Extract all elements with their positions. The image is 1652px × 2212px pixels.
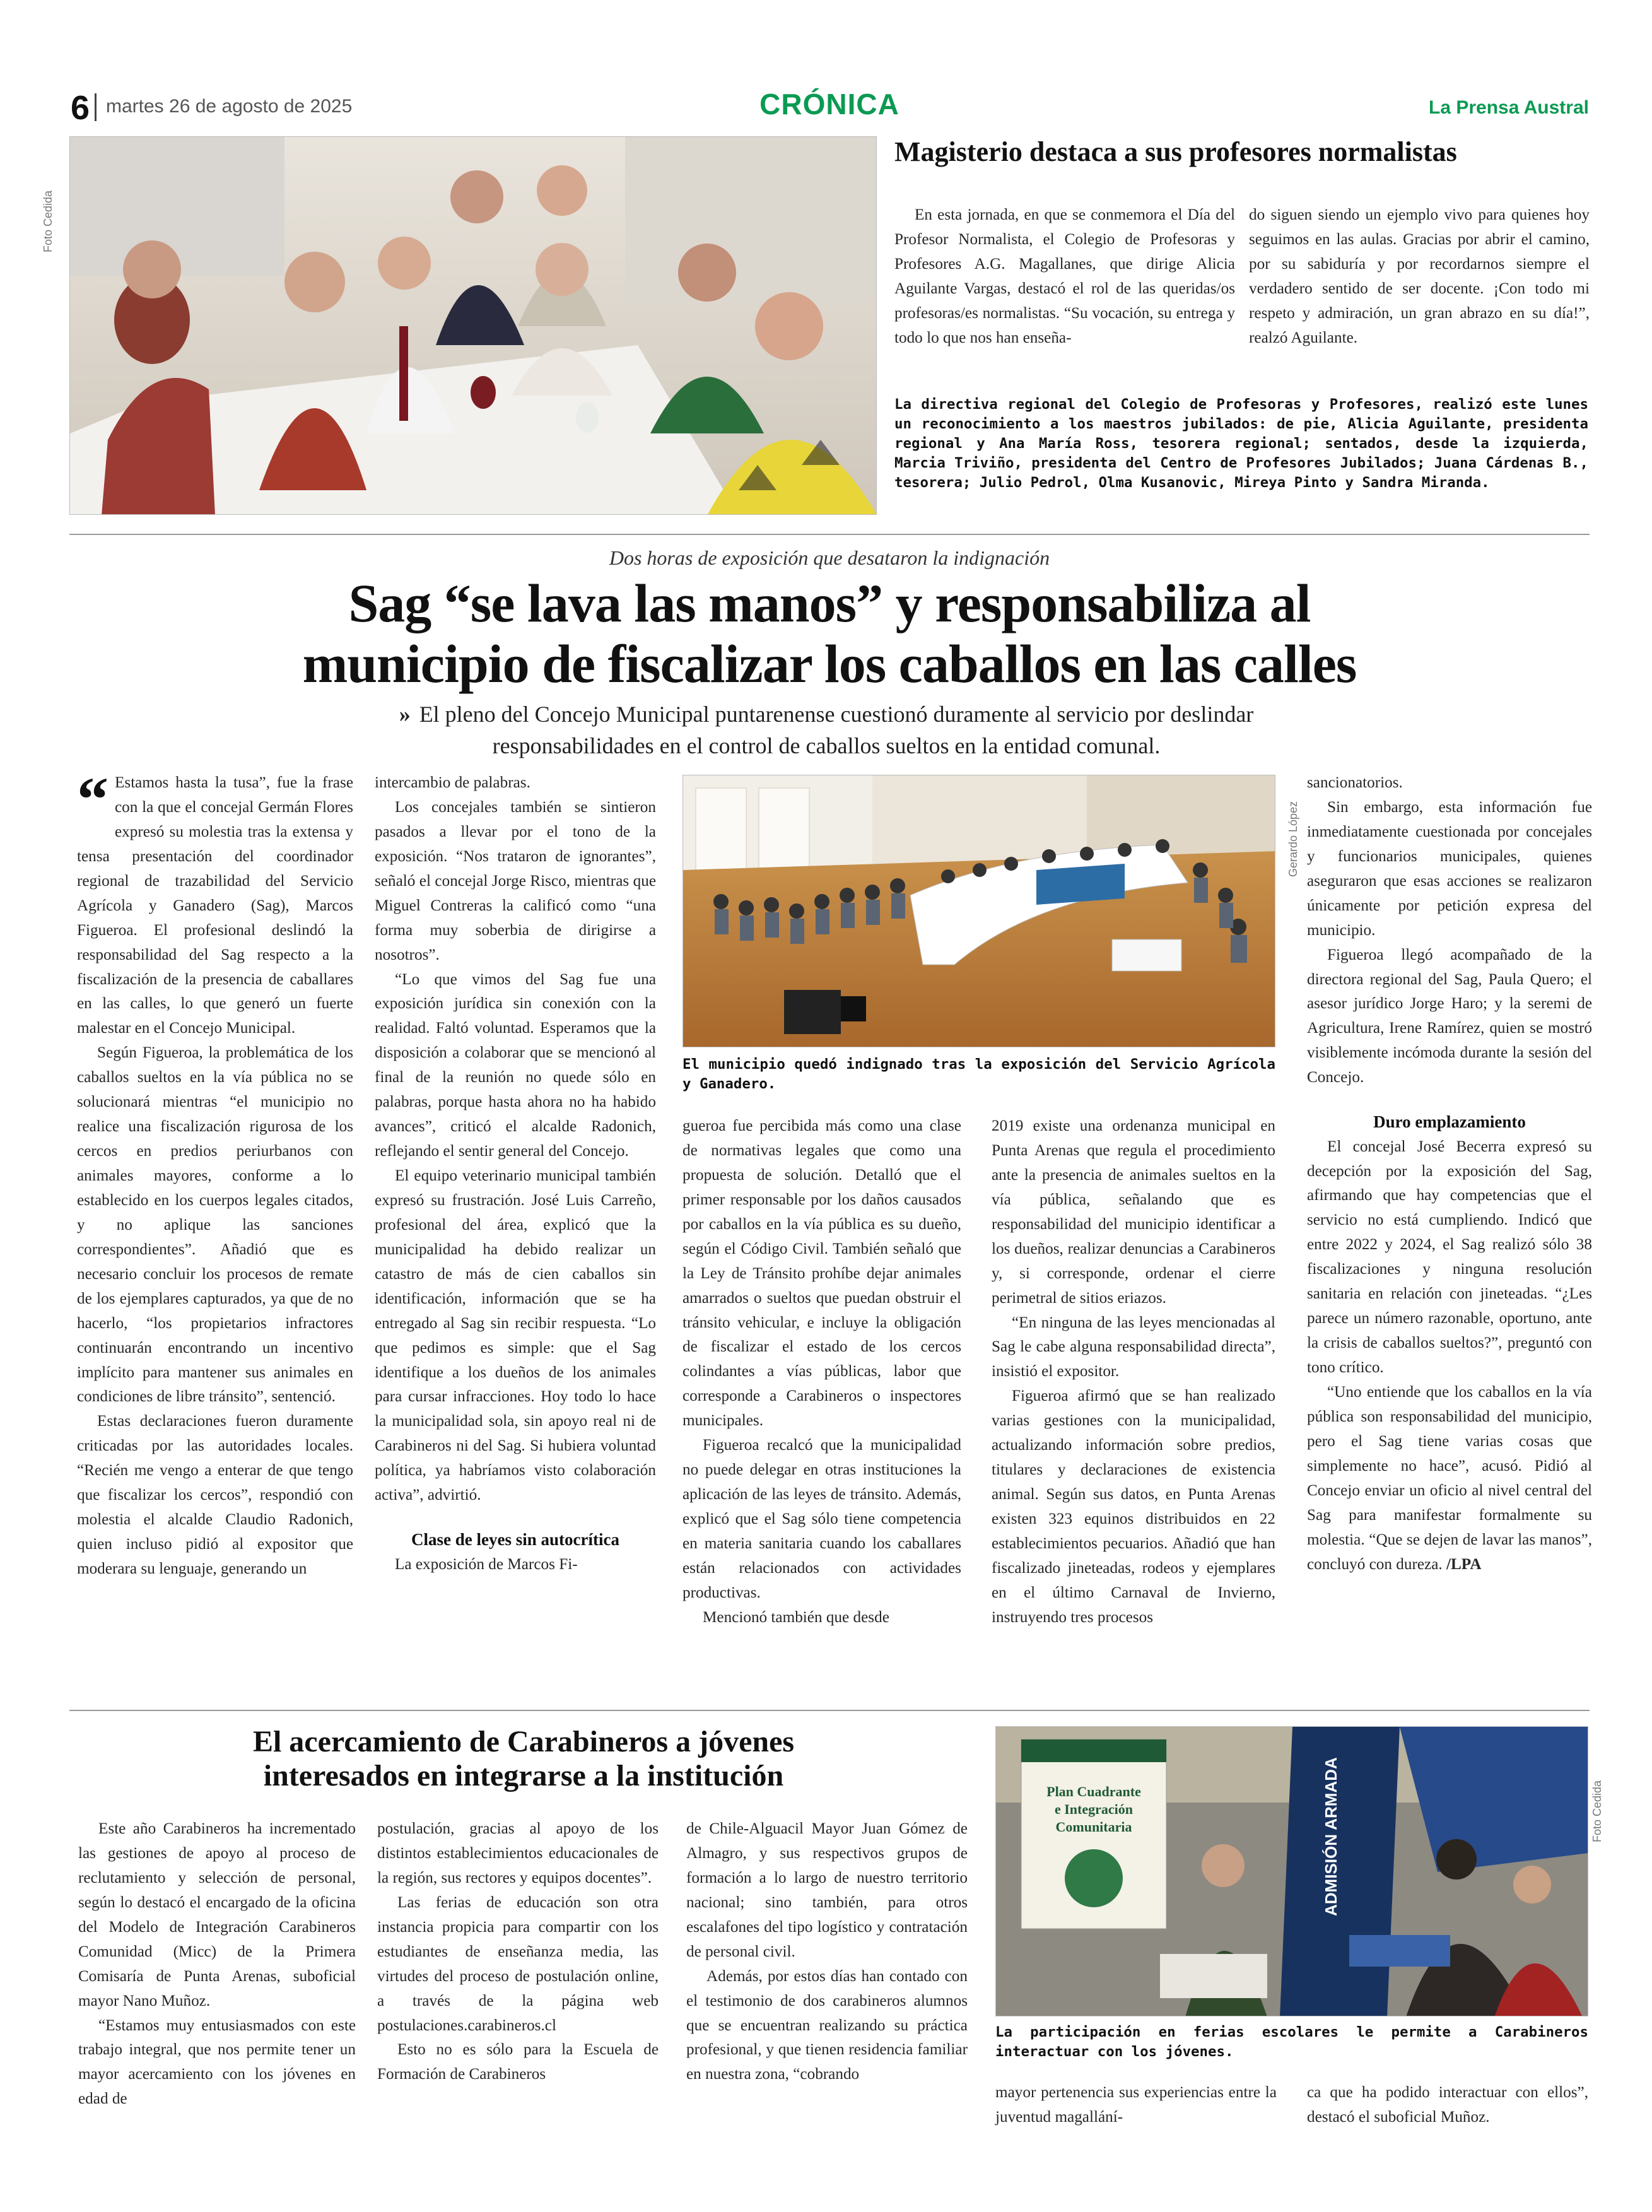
- story2-column-4: [992, 1114, 1275, 1630]
- story2-paragraph: intercambio de palabras.: [375, 774, 530, 791]
- story3-photo-caption: La participación en ferias escolares le permite a Carabineros interactuar con los jóvenes.: [995, 2024, 1588, 2060]
- story2-headline: [69, 573, 1590, 695]
- story1-paragraph: En esta jornada, en que se conmemora el Día del Profesor Normalista, el Colegio de Profesoras y Profesores A.G. Magallanes, que dirige Alicia Aguilante Vargas, destacó el rol de las queridas/os profesoras/es normalistas. “Su vocación, su entrega y todo lo que nos han enseña-: [894, 206, 1235, 346]
- story2-column-3: [682, 1114, 961, 1630]
- newspaper-brand: La Prensa Austral: [1429, 97, 1589, 118]
- story2-signature: /LPA: [1446, 1555, 1482, 1573]
- story2-paragraph: Sin embargo, esta información fue inmediatamente cuestionada por concejales y funcionarios municipales, quienes aseguraron que esas acciones se realizaron únicamente por petición expresa del municipio.: [1307, 798, 1592, 939]
- story1-headline: Magisterio destaca a sus profesores normalistas: [894, 136, 1457, 167]
- story3-column-1: [78, 1817, 356, 2112]
- photo-credit: Foto Cedida: [42, 190, 54, 252]
- story3-paragraph: Este año Carabineros ha incrementado las gestiones de apoyo al proceso de reclutamiento y selección de personal, según lo destacó el encargado de la oficina del Modelo de Integración Carabineros Comunidad (Micc) de la Primera Comisaría de Punta Arenas, suboficial mayor Nano Muñoz.: [78, 1820, 356, 2009]
- story3-headline-line-2: interesados en integrarse a la institución: [263, 1758, 784, 1792]
- section-rule: [69, 534, 1590, 535]
- story2-paragraph: sancionatorios.: [1307, 774, 1403, 791]
- svg-text:ADMISIÓN ARMADA: ADMISIÓN ARMADA: [1321, 1757, 1340, 1916]
- story3-paragraph: mayor pertenencia sus experiencias entre la juventud magallání-: [995, 2084, 1277, 2126]
- story2-summary-text: El pleno del Concejo Municipal puntarenense cuestionó duramente al servicio por deslindar responsabilidades en el control de caballos sueltos en la entidad comunal.: [419, 702, 1254, 758]
- council-session-illustration: [683, 775, 1275, 1047]
- story2-paragraph: Estas declaraciones fueron duramente criticadas por las autoridades locales. “Recién me vengo a enterar de que tengo que fiscalizar los cercos”, respondió con molestia el alcalde Claudio Radonich, quien incluso pidió al expositor que moderara su lenguaje, generando un: [77, 1413, 353, 1577]
- teachers-photo: [69, 136, 877, 515]
- story2-closing-text: “Uno entiende que los caballos en la vía pública son responsabilidad del municipio, pero el Sag tiene varias cosas que simplemente no hace”, acusó. Pidió al Concejo enviar un oficio al nivel central del Sag para manifestar formalmente su molestia. “Que se dejen de lavar las manos”, concluyó con dureza.: [1307, 1383, 1592, 1573]
- story1-photo-caption: La directiva regional del Colegio de Profesoras y Profesores, realizó este lunes un reconocimiento a los maestros jubilados: de pie, Alicia Aguilante, presidenta regional y Ana María Ross, tesorera regional; sentados, desde la izquierda, Marcia Triviño, presidenta del Centro de Profesores Jubilados; Juana Cárdenas B., tesorera; Julio Pedrol, Olma Kusanovic, Mireya Pinto y Sandra Miranda.: [894, 396, 1588, 491]
- story2-paragraph: Según Figueroa, la problemática de los caballos sueltos en la vía pública no se solucionará mientras “el municipio no realice una fiscalización rigurosa de los cercos en predios periurbanos con animales mayores, conforme a lo establecido en los cuerpos legales citados, y no aplique las sanciones correspondientes”. Añadió que es necesario concluir los procesos de remate de los ejemplares capturados, ya que de no hacerlo, “los propietarios infractores continuarán encontrando un incentivo implícito para mantener sus animales en condiciones de libre tránsito”, sentenció.: [77, 1044, 353, 1406]
- story3-paragraph: “Estamos muy entusiasmados con este trabajo integral, que nos permite tener un mayor acercamiento con los jóvenes en edad de: [78, 2016, 356, 2108]
- photo-credit: Foto Cedida: [1591, 1780, 1603, 1842]
- opening-quote-mark: “: [77, 764, 108, 834]
- story1-column-1: [894, 203, 1235, 351]
- page-date: martes 26 de agosto de 2025: [106, 96, 353, 117]
- story3-column-5: [1307, 2081, 1588, 2130]
- story2-paragraph: 2019 existe una ordenanza municipal en Punta Arenas que regula el procedimiento ante la presencia de animales sueltos en la vía pública, señalando que es responsabilidad del municipio identificar a los dueños, realizar denuncias a Carabineros y, si corresponde, ordenar el cierre perimetral de sitios eriazos.: [992, 1117, 1275, 1307]
- story2-subhead-2: Duro emplazamiento: [1373, 1112, 1526, 1132]
- story2-headline-line-2: municipio de fiscalizar los caballos en las calles: [302, 633, 1357, 695]
- story2-headline-line-1: Sag “se lava las manos” y responsabiliza al: [348, 573, 1311, 633]
- svg-text:Plan Cuadrante: Plan Cuadrante: [1046, 1784, 1141, 1799]
- carabineros-fair-photo: [995, 1726, 1588, 2016]
- story2-paragraph: “En ninguna de las leyes mencionadas al Sag le cabe alguna responsabilidad directa”, insistió el expositor.: [992, 1314, 1275, 1380]
- story2-paragraph: gueroa fue percibida más como una clase de normativas legales que como una propuesta de solución. Detalló que el primer responsable por los daños causados por caballos en la vía pública es su dueño, según el Código Civil. También señaló que la Ley de Tránsito prohíbe dejar animales amarrados o sueltos que puedan obstruir el tránsito vehicular, e incluye la obligación de fiscalizar el estado de los cercos colindantes a vías públicas, labor que corresponde a Carabineros o inspectores municipales.: [682, 1117, 961, 1430]
- story2-paragraph: Mencionó también que desde: [703, 1608, 889, 1626]
- story2-paragraph: “Lo que vimos del Sag fue una exposición jurídica sin conexión con la realidad. Faltó voluntad. Esperamos que la disposición a colaborar que se mencionó al final de la reunión no quede sólo en palabras, porque hasta ahora no ha habido avances”, criticó el alcalde Radonich, reflejando el sentir general del Concejo.: [375, 970, 656, 1160]
- story2-paragraph: Figueroa recalcó que la municipalidad no puede delegar en otras instituciones la aplicación de las leyes de tránsito. Además, explicó que el Sag sólo tiene competencia en materia sanitaria cuando los caballares están relacionados con actividades productivas.: [682, 1437, 961, 1601]
- story2-paragraph: El concejal José Becerra expresó su decepción por la exposición del Sag, afirmando que hay competencias que el servicio no está cumpliendo. Indicó que entre 2022 y 2024, el Sag realizó sólo 38 fiscalizaciones y ninguna resolución sanitaria en relación con jineteadas. “¿Les parece un número razonable, oportuno, ante la crisis de caballos sueltos?”, preguntó con tono crítico.: [1307, 1138, 1592, 1377]
- story3-headline-line-1: El acercamiento de Carabineros a jóvenes: [252, 1725, 795, 1758]
- story2-paragraph: Figueroa afirmó que se han realizado varias gestiones con la municipalidad, actualizando información sobre predios, titulares y declaraciones de existencia animal. Según sus datos, en Punta Arenas existen 323 equinos distribuidos en 22 establecimientos pecuarios. Añadió que han fiscalizado jineteadas, rodeos y ejemplares en el último Carnaval de Invierno, instruyendo tres procesos: [992, 1387, 1275, 1626]
- story2-summary: [353, 699, 1299, 762]
- section-title: CRÓNICA: [759, 88, 899, 121]
- story2-column-1: [77, 764, 353, 1582]
- story3-paragraph: postulación, gracias al apoyo de los distintos establecimientos educacionales de la región, sus rectores y equipos docentes”.: [377, 1820, 659, 1886]
- story3-paragraph: ca que ha podido interactuar con ellos”, destacó el suboficial Muñoz.: [1307, 2084, 1588, 2126]
- story3-column-4: [995, 2081, 1277, 2130]
- story2-paragraph: [1307, 1380, 1592, 1577]
- story2-paragraph: El equipo veterinario municipal también expresó su frustración. José Luis Carreño, profesional del área, explicó que la municipalidad ha debido realizar un catastro de más de cien caballos sin identificación, información que se ha entregado al Sag sin recibir respuesta. “Lo que pedimos es simple: que el Sag identifique a los dueños de los animales para cursar infracciones. Hoy todo lo hace la municipalidad sola, sin apoyo real ni de Carabineros ni del Sag. Si hubiera voluntad política, ya habríamos visto colaboración activa”, advirtió.: [375, 1167, 656, 1504]
- page-number: 6: [71, 89, 90, 127]
- story3-paragraph: Además, por estos días han contado con el testimonio de dos carabineros alumnos que se encuentran realizando su práctica profesional, y que tienen residencia familiar en nuestra zona, “cobrando: [686, 1967, 968, 2083]
- photo-credit: Gerardo López: [1287, 801, 1299, 877]
- council-session-photo: [682, 775, 1275, 1047]
- story1-column-2: [1249, 203, 1590, 351]
- story3-paragraph: Esto no es sólo para la Escuela de Formación de Carabineros: [377, 2041, 659, 2083]
- story3-headline: [69, 1725, 978, 1793]
- svg-text:Comunitaria: Comunitaria: [1055, 1819, 1132, 1835]
- story2-subhead-1: Clase de leyes sin autocrítica: [411, 1530, 619, 1550]
- teachers-photo-illustration: [70, 137, 877, 515]
- story2-kicker: Dos horas de exposición que desataron la indignación: [609, 546, 1050, 569]
- story3-paragraph: Las ferias de educación son otra instancia propicia para compartir con los estudiantes de enseñanza media, las virtudes del proceso de postulación online, a través de la página web postulaciones.carabineros.cl: [377, 1893, 659, 2034]
- carabineros-fair-illustration: [996, 1727, 1588, 2016]
- svg-text:e Integración: e Integración: [1054, 1801, 1134, 1817]
- section-rule: [69, 1710, 1590, 1711]
- story1-paragraph: do siguen siendo un ejemplo vivo para quienes hoy seguimos en las aulas. Gracias por abrir el camino, por su sabiduría y por recordarnos siempre el verdadero sentido de ser docente. ¡Con todo mi respeto y admiración, un gran abrazo en su día!”, realzó Aguilante.: [1249, 206, 1590, 346]
- story3-paragraph: de Chile-Alguacil Mayor Juan Gómez de Almagro, y sus respectivos grupos de formación a lo largo de nuestro territorio nacional; sino también, para otros escalafones del tipo logístico y contratación de personal civil.: [686, 1820, 968, 1960]
- story2-paragraph: Figueroa llegó acompañado de la directora regional del Sag, Paula Quero; el asesor jurídico Jorge Haro; y la seremi de Agricultura, Irene Ramírez, quien se mostró visiblemente incómoda durante la sesión del Concejo.: [1307, 946, 1592, 1086]
- story2-paragraph: Los concejales también se sintieron pasados a llevar por el tono de la exposición. “Nos trataron de ignorantes”, señaló el concejal Jorge Risco, mientras que Miguel Contreras la calificó como “una forma muy soberbia de dirigirse a nosotros”.: [375, 798, 656, 963]
- story2-photo-caption: El municipio quedó indignado tras la exposición del Servicio Agrícola y Ganadero.: [682, 1056, 1275, 1092]
- story2-column-5: [1307, 771, 1592, 1577]
- story2-column-2: [375, 771, 656, 1577]
- header-separator: [95, 93, 97, 121]
- story3-column-2: [377, 1817, 659, 2087]
- story2-paragraph: Estamos hasta la tusa”, fue la frase con la que el concejal Germán Flores expresó su molestia tras la extensa y tensa presentación del coordinador regional de trazabilidad del Servicio Agrícola y Ganadero (Sag), Marcos Figueroa. El profesional deslindó la responsabilidad del Sag respecto a la fiscalización de la presencia de caballares en las calles, lo que generó un fuerte malestar en el Concejo Municipal.: [77, 774, 353, 1037]
- story3-column-3: [686, 1817, 968, 2087]
- story2-paragraph: La exposición de Marcos Fi-: [395, 1555, 578, 1573]
- chevron-right-icon: »: [399, 702, 411, 727]
